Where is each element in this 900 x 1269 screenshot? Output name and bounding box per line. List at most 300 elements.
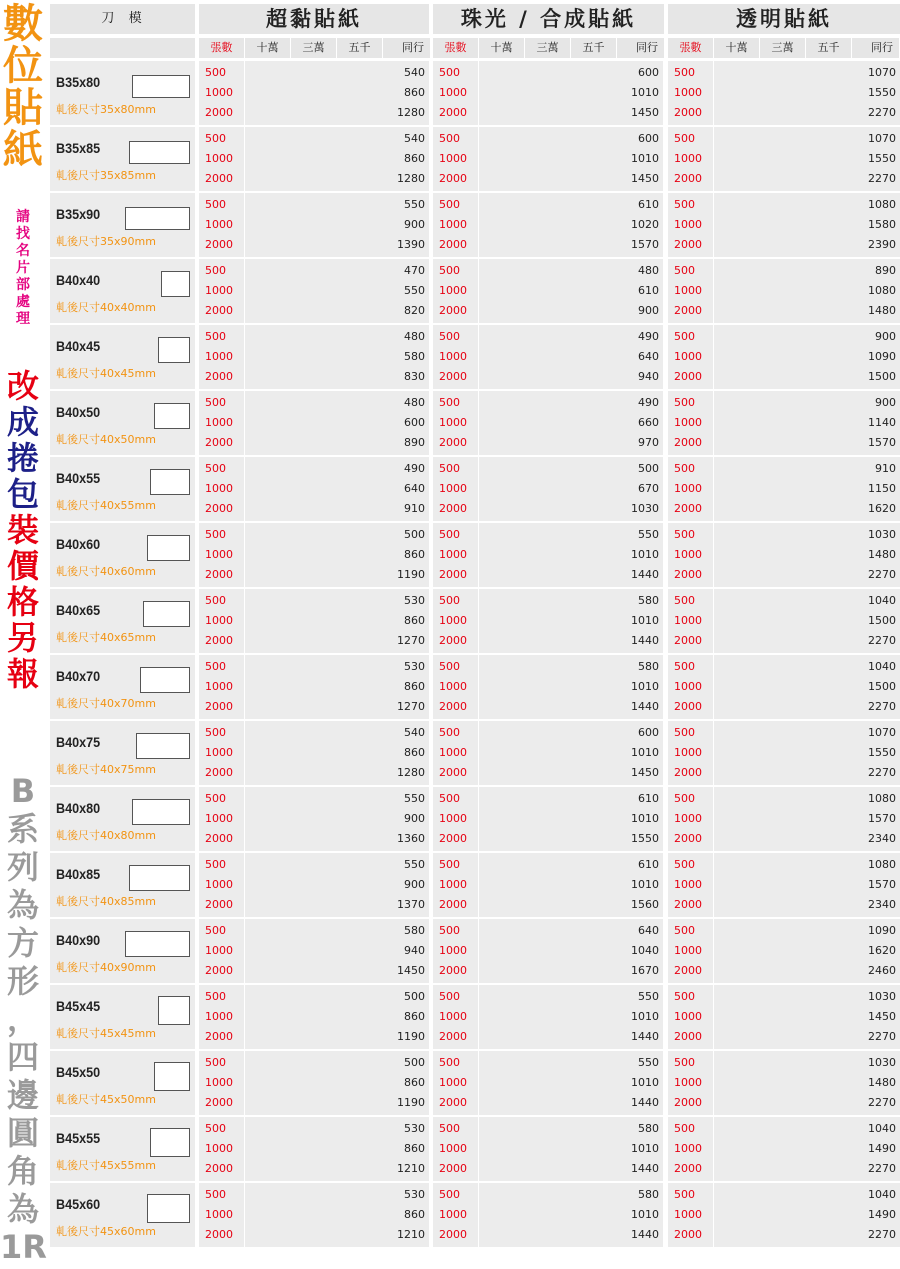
trade-price: 1190 [397,1030,425,1043]
quantity-value: 1000 [439,350,467,363]
die-shape-preview [154,1062,190,1091]
price-cell [714,1117,900,1181]
quantity-value: 2000 [205,370,233,383]
trade-price: 970 [638,436,659,449]
quantity-value: 2000 [674,832,702,845]
price-cell [479,721,663,785]
die-shape-preview [136,733,190,759]
cut-size-note: 軋後尺寸40x60mm [56,565,156,578]
trade-price: 600 [638,726,659,739]
quantity-value: 2000 [439,700,467,713]
qty-cell [668,259,713,323]
price-cell [479,523,663,587]
die-name: B40x90 [56,932,101,948]
price-cell [245,1051,429,1115]
quantity-value: 1000 [674,416,702,429]
group-title: 透明貼紙 [736,7,832,31]
trade-price: 1480 [868,1076,896,1089]
group-header-super-sticky [199,4,429,34]
trade-price: 1270 [397,634,425,647]
price-cell [714,853,900,917]
price-cell [714,1051,900,1115]
die-name: B45x50 [56,1064,101,1080]
group-title: 珠光 / 合成貼紙 [460,7,637,31]
quantity-value: 2000 [674,1162,702,1175]
column-header: 五千 [571,38,616,58]
quantity-value: 1000 [439,746,467,759]
title-char: 紙 [3,127,43,173]
title-char: 部 [16,277,30,293]
trade-price: 550 [404,858,425,871]
product-row [50,193,900,257]
trade-price: 1010 [631,1076,659,1089]
quantity-value: 2000 [439,1162,467,1175]
column-header: 同行 [852,38,899,58]
notice-char: 裝 [6,511,39,549]
qty-cell [668,721,713,785]
trade-price: 1010 [631,878,659,891]
trade-price: 910 [404,502,425,515]
quantity-value: 1000 [439,284,467,297]
trade-price: 530 [404,594,425,607]
qty-cell [433,325,478,389]
trade-price: 1270 [397,700,425,713]
quantity-value: 2000 [674,304,702,317]
price-cell [479,259,663,323]
price-cell [245,127,429,191]
product-row [50,457,900,521]
column-header: 同行 [617,38,664,58]
trade-price: 500 [404,1056,425,1069]
die-shape-preview [150,1128,190,1157]
quantity-value: 500 [439,396,460,409]
title-char: 請 [16,209,30,225]
quantity-value: 2000 [674,106,702,119]
quantity-value: 1000 [205,1076,233,1089]
quantity-value: 2000 [439,502,467,515]
trade-price: 1500 [868,680,896,693]
quantity-value: 2000 [439,1228,467,1241]
trade-price: 860 [404,1142,425,1155]
price-cell [479,325,663,389]
quantity-value: 1000 [674,944,702,957]
quantity-value: 500 [205,990,226,1003]
trade-price: 900 [404,218,425,231]
trade-price: 830 [404,370,425,383]
cut-size-note: 軋後尺寸45x55mm [56,1159,156,1172]
trade-price: 1450 [631,766,659,779]
qty-cell [433,853,478,917]
column-header: 十萬 [714,38,759,58]
trade-price: 500 [404,528,425,541]
qty-cell [433,589,478,653]
die-cell [50,1117,195,1181]
quantity-value: 1000 [205,284,233,297]
price-cell [479,985,663,1049]
trade-price: 1450 [868,1010,896,1023]
quantity-value: 500 [205,660,226,673]
trade-price: 1280 [397,172,425,185]
quantity-value: 500 [205,1056,226,1069]
price-cell [714,655,900,719]
die-name: B40x40 [56,272,101,288]
quantity-value: 2000 [439,898,467,911]
die-name: B40x45 [56,338,101,354]
qty-cell [668,919,713,983]
quantity-value: 500 [674,66,695,79]
quantity-value: 1000 [439,482,467,495]
column-header: 五千 [806,38,851,58]
qty-cell [433,919,478,983]
price-cell [479,391,663,455]
trade-price: 1280 [397,106,425,119]
quantity-value: 500 [439,132,460,145]
trade-price: 1550 [868,152,896,165]
trade-price: 600 [638,66,659,79]
die-shape-preview [125,931,190,957]
price-cell [714,193,900,257]
trade-price: 1010 [631,86,659,99]
quantity-value: 2000 [439,766,467,779]
qty-cell [668,61,713,125]
qty-cell [433,259,478,323]
trade-price: 2270 [868,634,896,647]
trade-price: 1070 [868,66,896,79]
title-char: 片 [16,260,30,276]
quantity-value: 1000 [674,878,702,891]
trade-price: 1570 [868,436,896,449]
product-row [50,589,900,653]
qty-cell [433,127,478,191]
product-row [50,325,900,389]
die-cell [50,193,195,257]
trade-price: 890 [875,264,896,277]
trade-price: 1010 [631,614,659,627]
quantity-value: 1000 [205,482,233,495]
quantity-value: 1000 [205,614,233,627]
qty-cell [668,127,713,191]
trade-price: 900 [875,330,896,343]
trade-price: 860 [404,1208,425,1221]
quantity-value: 1000 [439,680,467,693]
qty-cell [668,787,713,851]
trade-price: 1440 [631,1162,659,1175]
trade-price: 900 [404,812,425,825]
trade-price: 1010 [631,1142,659,1155]
trade-price: 860 [404,614,425,627]
quantity-value: 500 [205,462,226,475]
die-name: B35x85 [56,140,101,156]
trade-price: 490 [638,396,659,409]
trade-price: 580 [404,350,425,363]
product-row [50,919,900,983]
quantity-value: 500 [674,660,695,673]
qty-cell [199,1051,244,1115]
trade-price: 1570 [868,812,896,825]
title-char: 貼 [3,85,43,131]
die-cell [50,655,195,719]
trade-price: 860 [404,746,425,759]
title-char: 為 [6,886,39,924]
trade-price: 1360 [397,832,425,845]
trade-price: 860 [404,86,425,99]
trade-price: 1440 [631,700,659,713]
qty-cell [433,391,478,455]
die-shape-preview [132,799,190,825]
quantity-value: 2000 [439,832,467,845]
trade-price: 470 [404,264,425,277]
qty-cell [668,457,713,521]
trade-price: 1010 [631,1010,659,1023]
product-row [50,721,900,785]
quantity-value: 1000 [205,152,233,165]
price-cell [479,127,663,191]
product-row [50,655,900,719]
die-header-label: 刀 模 [101,11,144,26]
trade-price: 580 [404,924,425,937]
qty-cell [199,61,244,125]
trade-price: 1480 [868,304,896,317]
product-row [50,1051,900,1115]
die-shape-preview [143,601,190,627]
quantity-value: 2000 [674,568,702,581]
trade-price: 1280 [397,766,425,779]
trade-price: 500 [638,462,659,475]
quantity-value: 500 [674,462,695,475]
quantity-value: 500 [205,264,226,277]
trade-price: 580 [638,594,659,607]
quantity-value: 1000 [205,944,233,957]
quantity-value: 2000 [205,502,233,515]
quantity-value: 2000 [439,568,467,581]
title-char: ， [6,1000,39,1038]
title-char: 系 [6,810,39,848]
trade-price: 940 [404,944,425,957]
die-cell [50,127,195,191]
trade-price: 860 [404,680,425,693]
die-cell [50,1183,195,1247]
quantity-value: 1000 [205,746,233,759]
trade-price: 1440 [631,634,659,647]
qty-cell [668,1117,713,1181]
trade-price: 860 [404,1010,425,1023]
quantity-value: 1000 [439,86,467,99]
trade-price: 1440 [631,568,659,581]
trade-price: 480 [638,264,659,277]
quantity-value: 1000 [439,416,467,429]
price-cell [479,457,663,521]
title-char: 四 [6,1038,39,1076]
title-char: 角 [6,1152,39,1190]
price-cell [479,853,663,917]
die-shape-preview [154,403,190,429]
cut-size-note: 軋後尺寸45x60mm [56,1225,156,1238]
quantity-value: 2000 [674,502,702,515]
quantity-value: 500 [674,198,695,211]
price-cell [245,523,429,587]
price-cell [245,919,429,983]
title-char: 邊 [6,1076,39,1114]
trade-price: 2460 [868,964,896,977]
trade-price: 2270 [868,766,896,779]
quantity-value: 2000 [205,304,233,317]
die-shape-preview [147,1194,190,1223]
qty-cell [433,721,478,785]
cut-size-note: 軋後尺寸40x75mm [56,763,156,776]
quantity-value: 1000 [674,218,702,231]
qty-cell [668,1051,713,1115]
qty-cell [668,523,713,587]
quantity-value: 500 [205,330,226,343]
die-name: B40x85 [56,866,101,882]
quantity-value: 2000 [205,238,233,251]
quantity-value: 2000 [205,1096,233,1109]
trade-price: 900 [875,396,896,409]
trade-price: 1040 [631,944,659,957]
trade-price: 1010 [631,548,659,561]
trade-price: 1150 [868,482,896,495]
product-row [50,1117,900,1181]
trade-price: 2390 [868,238,896,251]
trade-price: 1490 [868,1142,896,1155]
trade-price: 640 [638,350,659,363]
quantity-value: 500 [439,330,460,343]
price-cell [245,391,429,455]
trade-price: 1370 [397,898,425,911]
cut-size-note: 軋後尺寸40x80mm [56,829,156,842]
qty-cell [199,589,244,653]
quantity-value: 500 [674,528,695,541]
qty-cell [199,259,244,323]
trade-price: 1500 [868,614,896,627]
product-row [50,853,900,917]
trade-price: 1030 [868,1056,896,1069]
trade-price: 1190 [397,1096,425,1109]
cut-size-note: 軋後尺寸35x85mm [56,169,156,182]
quantity-value: 1000 [674,1010,702,1023]
cut-size-note: 軋後尺寸40x45mm [56,367,156,380]
trade-price: 1040 [868,660,896,673]
qty-cell [668,589,713,653]
quantity-value: 500 [439,924,460,937]
die-shape-preview [125,207,190,230]
die-cell [50,853,195,917]
trade-price: 1140 [868,416,896,429]
price-cell [245,853,429,917]
product-row [50,391,900,455]
price-cell [479,1051,663,1115]
trade-price: 860 [404,548,425,561]
trade-price: 500 [404,990,425,1003]
trade-price: 600 [404,416,425,429]
quantity-value: 2000 [439,436,467,449]
quantity-value: 1000 [205,548,233,561]
quantity-value: 2000 [205,436,233,449]
quantity-value: 500 [205,726,226,739]
quantity-value: 2000 [674,436,702,449]
trade-price: 1030 [631,502,659,515]
column-header: 張數 [199,38,244,58]
quantity-value: 1000 [674,680,702,693]
trade-price: 490 [404,462,425,475]
qty-cell [199,655,244,719]
price-cell [714,1183,900,1247]
die-name: B40x75 [56,734,101,750]
trade-price: 860 [404,1076,425,1089]
price-cell [714,391,900,455]
quantity-value: 1000 [674,482,702,495]
trade-price: 1670 [631,964,659,977]
trade-price: 1080 [868,198,896,211]
trade-price: 1030 [868,990,896,1003]
quantity-value: 2000 [674,898,702,911]
quantity-value: 2000 [205,172,233,185]
die-shape-preview [129,865,190,891]
price-cell [245,985,429,1049]
trade-price: 660 [638,416,659,429]
quantity-value: 1000 [674,614,702,627]
trade-price: 610 [638,284,659,297]
trade-price: 1040 [868,594,896,607]
qty-cell [668,325,713,389]
quantity-value: 2000 [674,766,702,779]
trade-price: 640 [404,482,425,495]
die-shape-preview [158,337,190,363]
die-name: B40x50 [56,404,101,420]
trade-price: 480 [404,396,425,409]
quantity-value: 1000 [439,152,467,165]
notice-char: 格 [6,583,39,621]
notice-char: 成 [6,403,39,441]
quantity-value: 2000 [674,964,702,977]
qty-cell [433,61,478,125]
die-name: B35x90 [56,206,101,222]
price-cell [245,61,429,125]
cut-size-note: 軋後尺寸40x70mm [56,697,156,710]
quantity-value: 500 [205,858,226,871]
title-char: 數 [3,1,43,47]
quantity-value: 500 [439,198,460,211]
cut-size-note: 軋後尺寸45x50mm [56,1093,156,1106]
qty-cell [668,193,713,257]
price-cell [479,787,663,851]
quantity-value: 2000 [674,1096,702,1109]
price-cell [245,589,429,653]
quantity-value: 2000 [674,634,702,647]
quantity-value: 500 [439,462,460,475]
trade-price: 1020 [631,218,659,231]
trade-price: 1210 [397,1162,425,1175]
trade-price: 910 [875,462,896,475]
quantity-value: 1000 [439,1076,467,1089]
trade-price: 1500 [868,370,896,383]
quantity-value: 2000 [205,1228,233,1241]
price-cell [245,655,429,719]
die-cell [50,721,195,785]
column-header: 三萬 [760,38,805,58]
trade-price: 2270 [868,568,896,581]
trade-price: 1440 [631,1096,659,1109]
quantity-value: 2000 [674,238,702,251]
trade-price: 530 [404,1122,425,1135]
qty-cell [433,1117,478,1181]
quantity-value: 500 [205,792,226,805]
trade-price: 670 [638,482,659,495]
quantity-value: 2000 [439,1096,467,1109]
trade-price: 1490 [868,1208,896,1221]
quantity-value: 1000 [439,548,467,561]
quantity-value: 1000 [205,86,233,99]
